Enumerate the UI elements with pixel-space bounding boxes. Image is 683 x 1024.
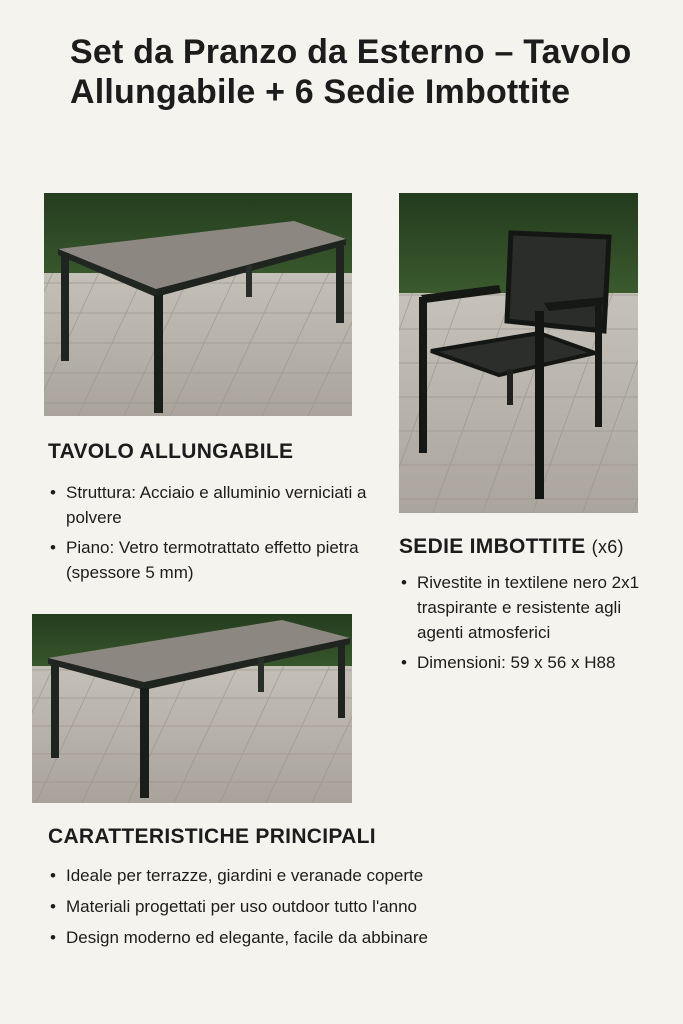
- list-item: • Ideale per terrazze, giardini e veranade coperte: [48, 863, 648, 888]
- list-item: • Struttura: Acciaio e alluminio verniciati a polvere: [48, 480, 368, 530]
- list-item: • Dimensioni: 59 x 56 x H88: [399, 650, 669, 675]
- chairs-specs-list: [399, 570, 669, 680]
- table-heading-text: TAVOLO ALLUNGABILE: [48, 440, 294, 463]
- list-item: • Rivestite in textilene nero 2x1 traspirante e resistente agli agenti atmosferici: [399, 570, 669, 645]
- table-photo-2: [32, 614, 352, 803]
- page-title: Set da Pranzo da Esterno – Tavolo Allungabile + 6 Sedie Imbottite: [70, 33, 632, 111]
- chair-photo: [399, 193, 638, 513]
- list-item: • Design moderno ed elegante, facile da abbinare: [48, 925, 648, 950]
- list-item: • Materiali progettati per uso outdoor tutto l'anno: [48, 894, 648, 919]
- features-heading: [48, 825, 376, 849]
- chairs-quantity: (x6): [591, 537, 624, 557]
- table-specs-list: [48, 480, 368, 590]
- chairs-heading: [399, 535, 624, 559]
- table-photo: [44, 193, 352, 416]
- features-heading-text: CARATTERISTICHE PRINCIPALI: [48, 825, 376, 848]
- list-item: • Piano: Vetro termotrattato effetto pietra (spessore 5 mm): [48, 535, 368, 585]
- chairs-heading-text: SEDIE IMBOTTITE: [399, 535, 586, 558]
- table-heading: [48, 440, 293, 464]
- features-list: [48, 863, 648, 956]
